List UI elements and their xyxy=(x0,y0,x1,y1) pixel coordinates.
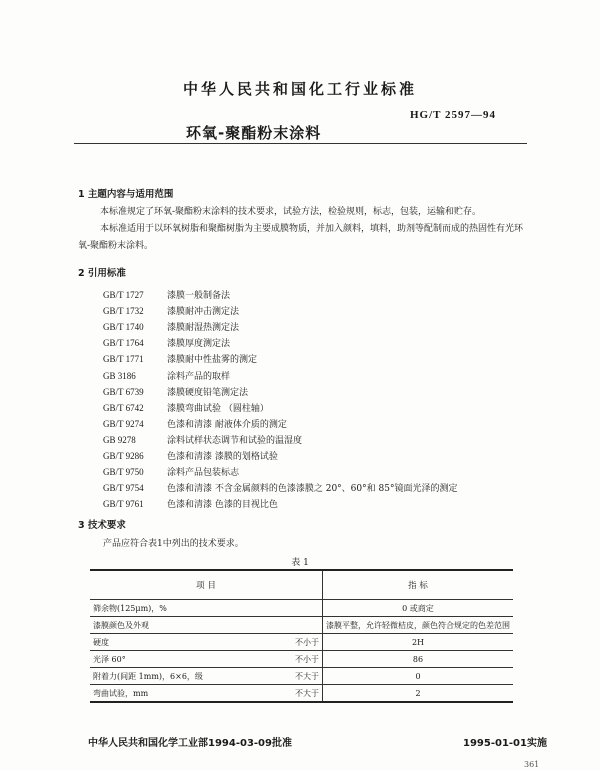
row-item: 附着力(间距 1mm)，6×6，级 xyxy=(90,668,276,685)
reference-item xyxy=(103,385,248,400)
reference-name: 漆膜一般制备法 xyxy=(167,291,231,301)
table-row xyxy=(90,600,513,617)
reference-code: GB/T 9274 xyxy=(103,418,144,429)
reference-code: GB/T 1771 xyxy=(103,354,144,365)
reference-name: 漆膜硬度铅笔测定法 xyxy=(167,387,249,398)
reference-name: 色漆和清漆 漆膜的划格试验 xyxy=(167,452,278,462)
implementation-date: 1995-01-01实施 xyxy=(463,738,547,749)
reference-item xyxy=(103,417,287,432)
table-caption: 表 1 xyxy=(291,558,309,568)
reference-item xyxy=(103,433,302,448)
section-3-title: 3 技术要求 xyxy=(78,520,126,531)
reference-item xyxy=(103,304,239,319)
table-row xyxy=(90,634,513,651)
row-limit xyxy=(276,600,323,617)
reference-item xyxy=(103,481,457,496)
section-1-paragraph-1: 本标准规定了环氧-聚酯粉末涂料的技术要求，试验方法，检验规则，标志，包装，运输和贮存。 xyxy=(100,207,482,217)
reference-name: 漆膜弯曲试验 （圆柱轴） xyxy=(167,403,269,414)
row-limit xyxy=(276,617,323,634)
reference-name: 色漆和清漆 不含金属颜料的色漆漆膜之 20°、60°和 85°镜面光泽的测定 xyxy=(167,484,458,495)
spec-table xyxy=(90,569,513,703)
row-limit: 不大于 xyxy=(276,685,323,703)
table-row xyxy=(90,617,513,634)
reference-name: 漆膜耐冲击测定法 xyxy=(167,307,240,318)
reference-item xyxy=(103,336,230,351)
reference-item xyxy=(103,288,230,303)
row-item: 漆膜颜色及外观 xyxy=(90,617,276,634)
reference-code: GB/T 1727 xyxy=(103,290,144,300)
reference-item xyxy=(103,449,278,464)
row-item: 弯曲试验，mm xyxy=(90,685,276,703)
section-1-paragraph-2: 本标准适用于以环氧树脂和聚酯树脂为主要成膜物质，并加入颜料，填料，助剂等配制而成的热固性有光环氧-聚酯粉末涂料。 xyxy=(78,224,524,251)
reference-name: 漆膜耐中性盐雾的测定 xyxy=(167,355,258,366)
reference-name: 涂料产品的取样 xyxy=(167,371,231,382)
table-row xyxy=(90,651,513,668)
row-value: 0 或商定 xyxy=(323,600,514,617)
reference-code: GB/T 1740 xyxy=(103,322,144,333)
reference-name: 漆膜厚度测定法 xyxy=(167,339,231,350)
row-value: 漆膜平整，允许轻微桔皮，颜色符合规定的色差范围 xyxy=(323,617,514,634)
reference-item xyxy=(103,369,230,384)
row-value: 86 xyxy=(323,651,514,668)
reference-name: 色漆和清漆 色漆的目视比色 xyxy=(167,500,278,511)
row-value: 2 xyxy=(323,685,514,703)
title-rule xyxy=(74,143,527,144)
approval-line: 中华人民共和国化学工业部1994-03-09批准 xyxy=(88,738,292,749)
reference-name: 色漆和清漆 耐液体介质的测定 xyxy=(167,419,287,430)
row-item: 光泽 60° xyxy=(90,651,276,668)
reference-code: GB/T 9761 xyxy=(103,499,144,510)
reference-code: GB/T 1764 xyxy=(103,338,144,349)
reference-code: GB/T 6742 xyxy=(103,402,144,413)
reference-code: GB/T 1732 xyxy=(103,306,144,317)
row-item: 硬度 xyxy=(90,634,276,651)
row-item: 筛余物(125μm)，% xyxy=(90,600,276,617)
reference-item xyxy=(103,352,257,367)
page-number: 361 xyxy=(524,760,540,769)
reference-code: GB/T 9750 xyxy=(103,467,144,478)
reference-code: GB/T 9286 xyxy=(103,451,144,461)
reference-code: GB 9278 xyxy=(103,434,136,445)
reference-code: GB/T 6739 xyxy=(103,386,144,397)
row-value: 0 xyxy=(323,668,514,685)
section-1-title: 1 主题内容与适用范围 xyxy=(78,189,174,200)
row-limit: 不大于 xyxy=(276,668,323,685)
table-header-item: 项 目 xyxy=(90,570,323,600)
section-3-paragraph: 产品应符合表1中列出的技术要求。 xyxy=(103,539,244,549)
reference-name: 涂料试样状态调节和试验的温湿度 xyxy=(167,435,303,446)
row-value: 2H xyxy=(323,634,514,651)
reference-name: 漆膜耐湿热测定法 xyxy=(167,323,240,334)
reference-code: GB 3186 xyxy=(103,370,136,381)
document-title: 环氧-聚酯粉末涂料 xyxy=(186,124,322,142)
reference-item xyxy=(103,401,269,416)
reference-name: 涂料产品包装标志 xyxy=(167,468,240,479)
row-limit: 不小于 xyxy=(276,634,323,651)
row-limit: 不小于 xyxy=(276,651,323,668)
reference-item xyxy=(103,497,278,512)
table-row xyxy=(90,668,513,685)
reference-item xyxy=(103,465,239,480)
standard-number: HG/T 2597—94 xyxy=(410,109,497,121)
table-row xyxy=(90,685,513,703)
section-2-title: 2 引用标准 xyxy=(78,268,126,279)
reference-item xyxy=(103,320,239,335)
reference-code: GB/T 9754 xyxy=(103,483,144,494)
table-header-spec: 指 标 xyxy=(323,570,514,600)
document-header: 中华人民共和国化工行业标准 xyxy=(182,80,417,98)
